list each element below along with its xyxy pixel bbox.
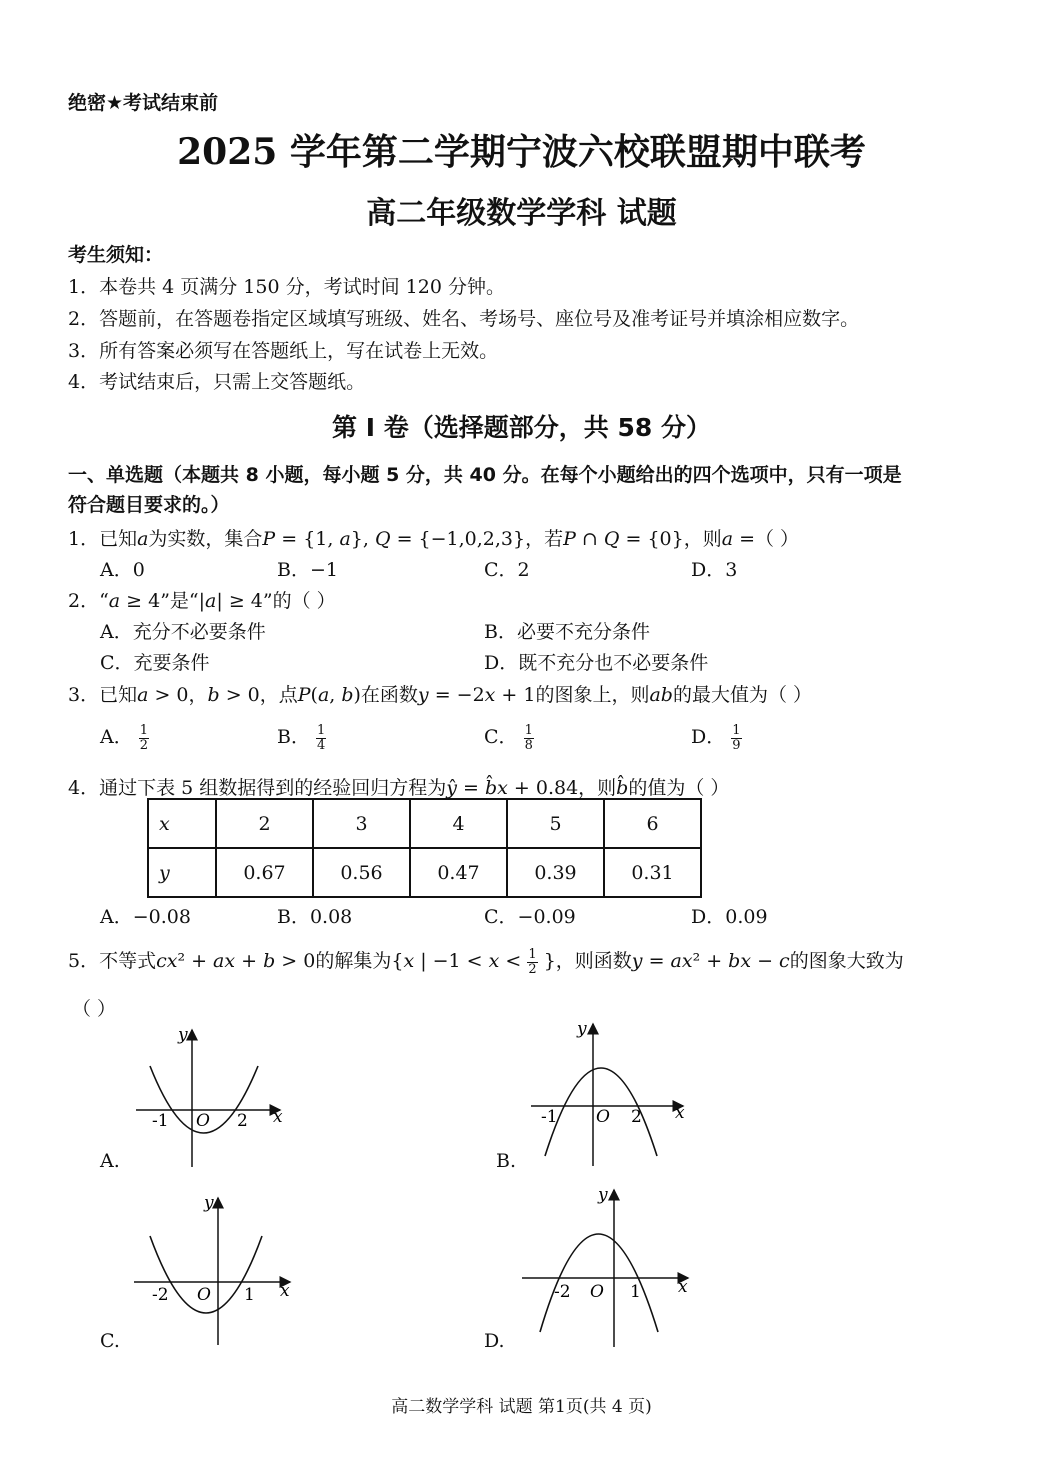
page-footer: 高二数学学科 试题 第1页(共 4 页): [391, 1397, 652, 1417]
stem-part: }，则函数𝑦 = 𝑎𝑥² + 𝑏𝑥 − 𝑐的图象大致为: [543, 950, 904, 972]
table-cell: 2: [216, 799, 313, 848]
graph-b: [525, 1016, 695, 1166]
denominator: 2: [139, 737, 149, 753]
stem-part: 5．不等式𝑐𝑥² + 𝑎𝑥 + 𝑏 > 0的解集为{𝑥 | −1 < 𝑥 <: [68, 950, 522, 972]
x-axis-label: x: [273, 1107, 283, 1127]
origin-label: O: [596, 1107, 610, 1127]
table-cell: 0.67: [216, 848, 313, 897]
table-cell: 𝑥: [148, 799, 216, 848]
graph-b-label: B.: [496, 1150, 517, 1172]
secret-label: 绝密★考试结束前: [68, 92, 219, 114]
section-heading: 一、单选题（本题共 8 小题，每小题 5 分，共 40 分。在每个小题给出的四个选项中，只有一项是: [68, 464, 902, 486]
question-5-stem: [68, 946, 904, 977]
q3-option-a: [100, 722, 149, 753]
denominator: 9: [732, 737, 741, 753]
graph-a: [130, 1022, 300, 1167]
question-2-stem: 2．“𝑎 ≥ 4”是“|𝑎| ≥ 4”的（ ）: [68, 590, 336, 612]
graph-d-label: D.: [484, 1330, 505, 1352]
option-letter: A．: [100, 726, 133, 748]
q3-option-d: [691, 722, 742, 753]
notice-item: 4．考试结束后，只需上交答题纸。: [68, 371, 366, 393]
origin-label: O: [590, 1282, 604, 1302]
fraction: [524, 724, 534, 753]
x-axis-label: x: [675, 1103, 685, 1123]
root-label: 1: [244, 1285, 255, 1305]
root-label: -1: [541, 1107, 558, 1127]
q4-option-c: C．−0.09: [484, 906, 576, 928]
fraction: [527, 948, 537, 977]
numerator: 1: [732, 722, 741, 738]
option-letter: D．: [691, 726, 726, 748]
y-axis-label: y: [178, 1025, 188, 1045]
option-letter: B．: [277, 726, 310, 748]
table-cell: 𝑦: [148, 848, 216, 897]
root-label: -2: [152, 1285, 169, 1305]
table-cell: 0.56: [313, 848, 410, 897]
table-row: [148, 799, 701, 848]
q2-option-b: B．必要不充分条件: [484, 621, 650, 643]
notice-item: 2．答题前，在答题卷指定区域填写班级、姓名、考场号、座位号及准考证号并填涂相应数字。: [68, 308, 860, 330]
numerator: 1: [524, 722, 533, 738]
q1-option-c: C．2: [484, 559, 530, 581]
root-label: 2: [631, 1107, 642, 1127]
fraction: [316, 724, 326, 753]
root-label: -2: [554, 1282, 571, 1302]
x-axis-label: x: [280, 1281, 290, 1301]
fraction: [139, 724, 149, 753]
table-cell: 0.39: [507, 848, 604, 897]
y-axis-label: y: [598, 1185, 608, 1205]
denominator: 4: [317, 737, 326, 753]
root-label: 2: [237, 1111, 248, 1131]
graph-d: [518, 1182, 698, 1347]
q3-option-b: [277, 722, 326, 753]
question-1-stem: 1．已知𝑎为实数，集合𝑃 = {1, 𝑎}, 𝑄 = {−1,0,2,3}，若𝑃 ∩ 𝑄 = {0}，则𝑎 =（ ）: [68, 528, 800, 550]
root-label: 1: [630, 1282, 641, 1302]
table-cell: 5: [507, 799, 604, 848]
exam-title: 2025 学年第二学期宁波六校联盟期中联考: [177, 131, 866, 173]
graph-c: [130, 1190, 300, 1345]
numerator: 1: [528, 946, 537, 962]
q2-option-c: C．充要条件: [100, 652, 210, 674]
origin-label: O: [197, 1285, 211, 1305]
table-cell: 0.31: [604, 848, 701, 897]
root-label: -1: [152, 1111, 169, 1131]
notice-item: 3．所有答案必须写在答题纸上，写在试卷上无效。: [68, 340, 499, 362]
table-cell: 4: [410, 799, 507, 848]
fraction: [731, 724, 741, 753]
origin-label: O: [196, 1111, 210, 1131]
numerator: 1: [139, 722, 149, 738]
table-cell: 6: [604, 799, 701, 848]
section-heading-cont: 符合题目要求的。）: [68, 494, 230, 516]
question-3-stem: 3．已知𝑎 > 0，𝑏 > 0，点𝑃(𝑎, 𝑏)在函数𝑦 = −2𝑥 + 1的图象上，则𝑎𝑏的最大值为（ ）: [68, 684, 813, 706]
data-table: [147, 798, 702, 898]
table-cell: 3: [313, 799, 410, 848]
denominator: 8: [524, 737, 533, 753]
q4-option-b: B．0.08: [277, 906, 353, 928]
answer-paren: （ ）: [72, 998, 117, 1020]
graph-a-label: A.: [100, 1150, 120, 1172]
numerator: 1: [317, 722, 326, 738]
q3-option-c: [484, 722, 534, 753]
denominator: 2: [528, 961, 537, 977]
table-row: [148, 848, 701, 897]
notice-heading: 考生须知：: [68, 244, 164, 266]
q1-option-a: A．0: [100, 559, 145, 581]
y-axis-label: y: [204, 1193, 214, 1213]
q4-option-a: A．−0.08: [100, 906, 191, 928]
notice-item: 1．本卷共 4 页满分 150 分，考试时间 120 分钟。: [68, 276, 505, 298]
q2-option-d: D．既不充分也不必要条件: [484, 652, 709, 674]
y-axis-label: y: [577, 1019, 587, 1039]
x-axis-label: x: [678, 1277, 688, 1297]
q1-option-d: D．3: [691, 559, 738, 581]
q4-option-d: D．0.09: [691, 906, 768, 928]
q1-option-b: B．−1: [277, 559, 338, 581]
q2-option-a: A．充分不必要条件: [100, 621, 266, 643]
part-title: 第 I 卷（选择题部分，共 58 分）: [332, 413, 711, 442]
option-letter: C．: [484, 726, 518, 748]
exam-subtitle: 高二年级数学学科 试题: [366, 196, 677, 231]
table-cell: 0.47: [410, 848, 507, 897]
question-4-stem: 4．通过下表 5 组数据得到的经验回归方程为𝑦̂ = 𝑏̂𝑥 + 0.84，则𝑏̂的值为（ ）: [68, 777, 730, 799]
graph-c-label: C.: [100, 1330, 120, 1352]
